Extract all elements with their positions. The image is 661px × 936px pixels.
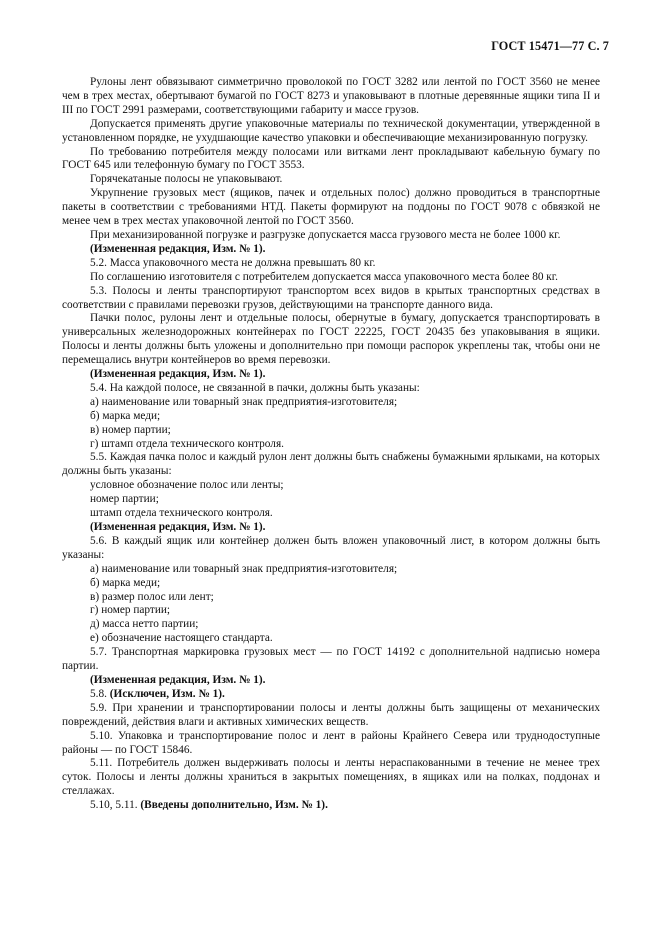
list-item: а) наименование или товарный знак предприятия-изготовителя; (90, 395, 398, 408)
clause-5-3: 5.3. Полосы и ленты транспортируют транспортом всех видов в крытых транспортных средствах в соответствии с правилами перевозки грузов, действующими на транспорте данного вида. (62, 284, 600, 311)
amendment-note: (Измененная редакция, Изм. № 1). (90, 242, 266, 255)
list-item: б) марка меди; (90, 576, 161, 589)
list-item: б) марка меди; (90, 409, 161, 422)
list-item: штамп отдела технического контроля. (90, 507, 273, 520)
clause-5-4: 5.4. На каждой полосе, не связанной в пачки, должны быть указаны: (90, 381, 420, 394)
list-item: г) номер партии; (90, 604, 171, 617)
list-item: е) обозначение настоящего стандарта. (90, 632, 273, 645)
list-item: г) штамп отдела технического контроля. (90, 437, 284, 450)
list-item: в) размер полос или лент; (90, 590, 214, 603)
paragraph: Укрупнение грузовых мест (ящиков, пачек и отдельных полос) должно проводиться в транспортные пакеты в соответствии с требованиями НТД. Пакеты формируют на поддоны по ГОСТ 9078 с обвязкой не менее чем в трех местах упаковочной лентой по ГОСТ 3560. (62, 187, 600, 228)
list-item: в) номер партии; (90, 423, 171, 436)
clause-5-2: 5.2. Масса упаковочного места не должна превышать 80 кг. (90, 256, 376, 269)
paragraph: По соглашению изготовителя с потребителем допускается масса упаковочного места более 80 кг. (90, 270, 558, 283)
clause-5-8 (62, 688, 600, 702)
amendment-note: (Измененная редакция, Изм. № 1). (90, 673, 266, 686)
clause-5-9: 5.9. При хранении и транспортировании полосы и ленты должны быть защищены от механических повреждений, действия влаги и активных химических веществ. (62, 701, 600, 728)
excluded-note: (Исключен, Изм. № 1). (109, 687, 225, 700)
clauses-5-10-5-11-note (62, 799, 600, 813)
list-item: условное обозначение полос или ленты; (90, 479, 284, 492)
page-header: ГОСТ 15471—77 С. 7 (491, 39, 609, 53)
clause-5-7: 5.7. Транспортная маркировка грузовых мест — по ГОСТ 14192 с дополнительной надписью номера партии. (62, 646, 600, 673)
paragraph: Пачки полос, рулоны лент и отдельные полосы, обернутые в бумагу, допускается транспортировать в универсальных железнодорожных контейнерах по ГОСТ 22225, ГОСТ 20435 без упаковывания в ящики. Полосы и ленты должны быть уложены и дополнительно при помощи распорок укреплены так, чтобы они не перемещались внутри контейнеров во время перевозки. (62, 312, 600, 367)
added-note: (Введены дополнительно, Изм. № 1). (140, 799, 328, 812)
amendment-note: (Измененная редакция, Изм. № 1). (90, 521, 266, 533)
document-body (62, 76, 600, 813)
list-item: номер партии; (90, 493, 159, 506)
paragraph: По требованию потребителя между полосами или витками лент прокладывают кабельную бумагу по ГОСТ 645 или телефонную бумагу по ГОСТ 3553. (62, 145, 600, 172)
clause-5-6: 5.6. В каждый ящик или контейнер должен быть вложен упаковочный лист, в котором должны быть указаны: (62, 534, 600, 561)
paragraph: При механизированной погрузке и разгрузке допускается масса грузового места не более 1000 кг. (90, 228, 561, 241)
clause-number: 5.10, 5.11. (90, 799, 141, 812)
clause-number: 5.8. (90, 687, 110, 700)
list-item: д) масса нетто партии; (90, 618, 199, 631)
list-item: а) наименование или товарный знак предприятия-изготовителя; (90, 562, 398, 575)
clause-5-5: 5.5. Каждая пачка полос и каждый рулон лент должны быть снабжены бумажными ярлыками, на которых должны быть указаны: (62, 451, 600, 478)
clause-5-11: 5.11. Потребитель должен выдерживать полосы и ленты нераспакованными в течение не менее трех суток. Полосы и ленты должны храниться в закрытых помещениях, в ящиках или на полках, поддонах и стеллажах. (62, 757, 600, 798)
clause-5-10: 5.10. Упаковка и транспортирование полос и лент в районы Крайнего Севера или труднодоступные районы — по ГОСТ 15846. (62, 729, 600, 756)
paragraph: Рулоны лент обвязывают симметрично проволокой по ГОСТ 3282 или лентой по ГОСТ 3560 не менее чем в трех местах, обертывают бумагой по ГОСТ 8273 и упаковывают в плотные деревянные ящики типа II и III по ГОСТ 2991 размерами, соответствующими габариту и массе грузов. (62, 76, 600, 116)
paragraph: Горячекатаные полосы не упаковывают. (90, 173, 283, 186)
amendment-note: (Измененная редакция, Изм. № 1). (90, 368, 266, 381)
paragraph: Допускается применять другие упаковочные материалы по технической документации, утвержденной в установленном порядке, не ухудшающие качество упаковки и обеспечивающие механизированную погрузку. (62, 117, 600, 144)
